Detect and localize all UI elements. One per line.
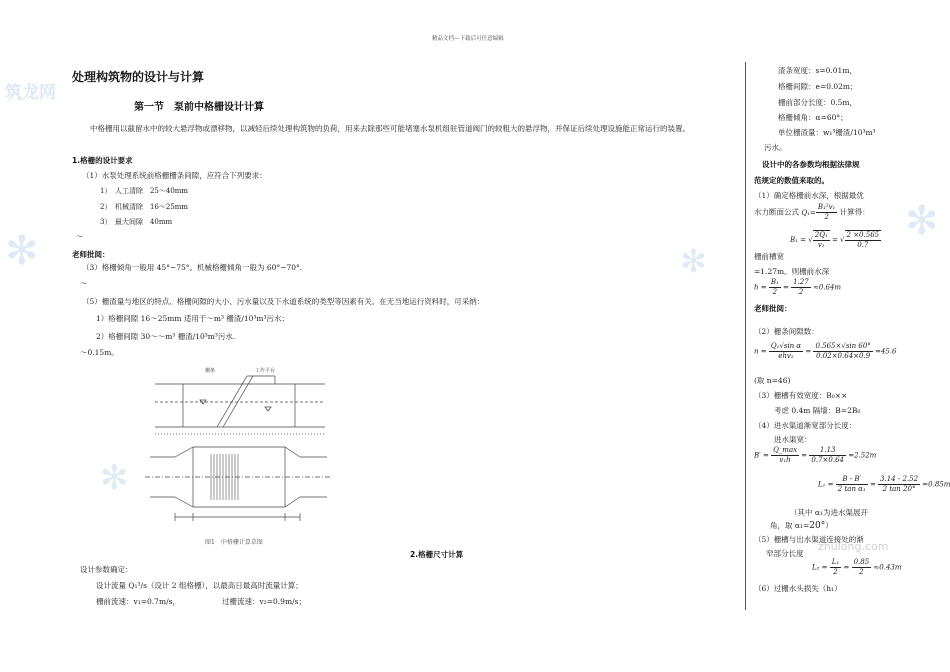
step3-text: （3）栅槽有效宽度：B₀×× <box>754 391 848 400</box>
step1-formula-label: 水力断面公式 <box>754 207 799 217</box>
formula-l1-num2: 3.14 - 2.52 <box>880 475 919 483</box>
snowflake-watermark-mid: ✻ <box>680 242 707 280</box>
fig-label-platform: 工作平台 <box>255 368 276 374</box>
formula-q1-num: B₁²v₁ <box>817 203 836 211</box>
snowflake-watermark-left: ✻ <box>5 228 39 274</box>
formula-l1-num1: B - B′ <box>836 475 868 485</box>
formula-n-den1: ehv₂ <box>778 352 794 360</box>
intro-paragraph: 中格栅用以截留水中的较大悬浮物或漂移物，以减轻后续处理构筑物的负荷，用来去除那些可能堵塞水泵机组驻管道阀门的较粗大的悬浮物，并保证后续处理设施能正常运行的装置。 <box>90 124 690 133</box>
formula-l2-num: L₁ <box>831 558 840 566</box>
req-5: （5）栅渣量与地区的特点、格栅间隙的大小、污水量以及下水道系统的类型等因素有关。在无当地运行资料时，可采纳： <box>82 297 485 306</box>
formula-l1: L₁ = $\frac{B - B'}{\text{2 tan α₁}}$ = $\frac{3.14 - 2.52}{2 \tan 20^\circ}$ =0.85m <box>818 475 950 493</box>
formula-n: n = $\frac{\text{Q₁√sin α}}{\text{ehv₂}}$ = $\frac{0.565\times√\sin 60^\circ}{0.02\times 0.64\times 0.9}$ =45.6 <box>754 342 897 360</box>
watermark-text: 筑龙网 <box>5 83 56 103</box>
header-note: 精品文档---下载后可任意编辑 <box>432 36 504 42</box>
teacher-comment-right: 老师批阅： <box>754 304 792 313</box>
formula-b1-mid-den: v₁ <box>817 241 825 249</box>
column-divider <box>745 62 746 610</box>
teacher-comment-left: 老师批阅： <box>72 250 110 259</box>
note-angle: 20° <box>809 521 826 531</box>
calc-heading: 2.格栅尺寸计算 <box>410 550 464 559</box>
gap-width: 格栅间隙：e=0.02m； <box>778 82 858 91</box>
step1-formula-line <box>754 203 870 222</box>
design-params: 设计参数确定： <box>80 565 133 574</box>
req-5b: 2）格栅间隙 30～～m³ 栅渣/10³m³污水. <box>96 332 236 341</box>
page-title: 处理构筑物的设计与计算 <box>72 70 205 84</box>
depth-label: =1.27m。则栅前水深 <box>754 267 830 276</box>
formula-bprime-num1: Q_max <box>773 446 798 454</box>
formula-h-num1: B₁ <box>770 278 779 286</box>
figure-caption: 图1 中格栅计算草图 <box>205 539 263 546</box>
norm-line-1: 设计中的各参数均根据法律规 <box>762 160 860 169</box>
tilde-1: ～ <box>76 232 84 241</box>
formula-l1-lhs: L₁ = <box>818 480 834 489</box>
formula-q1 <box>801 203 839 221</box>
formula-h-result: ≈0.64m <box>812 283 842 292</box>
formula-l1-den1: 2 tan α₁ <box>837 485 866 493</box>
snowflake-watermark-right: ✻ <box>905 198 939 244</box>
step1-calc-label: 计算得： <box>839 207 870 217</box>
formula-n-lhs: n = <box>754 347 767 356</box>
note-line-2 <box>770 520 833 531</box>
fig-label-grate: 栅条 <box>205 368 216 374</box>
req-5a: 1）格栅间隙 16～25mm 适用于～m³ 栅渣/10³m³污水； <box>96 314 290 323</box>
requirements-heading: 1.格栅的设计要求 <box>72 156 133 165</box>
sewage-unit: 污水。 <box>764 143 787 152</box>
design-flow: 设计流量 Q₁³/s（设计 2 组格栅），以最高日最高时流量计算； <box>96 581 303 590</box>
req-1c: 3） 最大间隙 40mm <box>100 218 173 226</box>
step5-text-1: （5）栅槽与出水渠道连接处的渐 <box>754 535 864 544</box>
grate-angle: 格栅倾角：α=60°； <box>778 113 848 122</box>
step1-text: （1）确定格栅前水深，根据最优 <box>754 191 864 200</box>
formula-h-num2: 1.27 <box>793 278 809 286</box>
req-1: （1）水泵处理系统前格栅栅条间隙，应符合下列要求： <box>82 171 267 180</box>
velocity-through: 过栅流速：v₂=0.9m/s； <box>222 597 306 606</box>
screening-rate: 单位栅渣量：w₁³栅渣/10³m³ <box>778 128 876 137</box>
formula-h-den2: 2 <box>798 288 804 296</box>
formula-n-den2: 0.02×0.64×0.9 <box>816 352 871 360</box>
step2-text: （2）栅条间隙数： <box>754 327 819 336</box>
note-close: ） <box>825 521 833 530</box>
formula-n-num2: 0.565×√sin 60° <box>815 342 871 350</box>
formula-l2-num2: 0.85 <box>853 558 870 566</box>
step3b-text: 考虑 0.4m 隔墙：B=2B₀ <box>774 406 861 415</box>
note-line-1: （其中 α₁为进水渠展开 <box>790 508 868 517</box>
formula-l2-result: ≈0.43m <box>873 563 902 572</box>
snowflake-watermark-bottom: ✻ <box>100 458 129 498</box>
formula-q1-lhs: Q₁= <box>801 208 816 217</box>
formula-bprime-den1: v₁h <box>779 456 791 464</box>
step6-text: （6）过栅水头损失（h₁） <box>754 584 842 593</box>
formula-bprime-lhs: B′ = <box>754 451 769 460</box>
formula-h: h = $\frac{\text{B₁}}{2}$ = $\frac{1.27}{2}$ ≈0.64m <box>754 278 842 296</box>
velocity-before: 栅前流速：v₁=0.7m/s， <box>96 597 180 606</box>
formula-l2: L₂ = $\frac{\text{L₁}}{2}$ = $\frac{0.85}{2}$ ≈0.43m <box>812 558 902 576</box>
formula-l2-lhs: L₂ = <box>812 563 828 572</box>
formula-h-lhs: h = <box>754 283 767 292</box>
formula-bprime-num2: 1.13 <box>809 446 846 456</box>
formula-n-result: =45.6 <box>875 347 897 356</box>
step5-text-2: 窄部分长度 <box>766 549 804 558</box>
formula-q1-den: 2 <box>824 213 829 221</box>
take-n: (取 n=46) <box>754 376 791 385</box>
formula-l2-den: 2 <box>833 568 838 576</box>
formula-b1-right-den: 0.7 <box>857 241 869 249</box>
formula-b1-mid-num: 2Q₁ <box>814 231 828 239</box>
grate-diagram <box>135 362 335 527</box>
formula-b1: B₁ = √ $\frac{\text{2Q₁}}{\text{v₁}}$ = √ $\frac{2 \times 0.565}{0.7}$ <box>790 231 880 249</box>
req-1b: 2） 机械清除 16～25mm <box>100 203 189 211</box>
tilde-2: ～ <box>80 279 88 288</box>
formula-l1-result: =0.85m <box>922 480 950 489</box>
req-1a: 1） 人工清除 25～40mm <box>100 187 189 195</box>
formula-h-den1: 2 <box>772 288 778 296</box>
step4-text: （4）进水渠道渐宽部分长度： <box>754 421 857 430</box>
formula-bprime-result: =2.52m <box>848 451 877 460</box>
formula-bprime-den2: 0.7×0.64 <box>811 456 844 464</box>
width-label: 栅前槽宽 <box>754 252 784 261</box>
req-5c: ～0.15m。 <box>80 348 119 357</box>
formula-b1-right-num: 2 ×0.565 <box>846 231 880 239</box>
step4b-text: 进水渠宽： <box>774 435 812 444</box>
norm-line-2: 范规定的数值来取的。 <box>754 176 829 185</box>
section-title: 第一节 泵前中格栅设计计算 <box>134 102 264 113</box>
bar-width: 渣条宽度：s=0.01m， <box>778 66 857 75</box>
formula-l1-den2: 2 tan 20° <box>882 485 916 493</box>
note-line-2-text: 角，取 α₁= <box>770 521 810 530</box>
formula-n-num1: Q₁√sin α <box>770 342 802 350</box>
req-3: （3）格栅倾角一般用 45°~75°。机械格栅倾角一般为 60°~70°. <box>82 263 303 272</box>
formula-l2-den2: 2 <box>859 568 864 576</box>
front-part-length: 栅前部分长度：0.5m， <box>778 98 858 107</box>
formula-bprime: B′ = $\frac{Q\_\max}{\text{v₁h}}$ = $\frac{1.13}{0.7\times 0.64}$ =2.52m <box>754 446 877 464</box>
formula-b1-lhs: B₁ = <box>790 236 807 244</box>
watermark-site: zhulong.com <box>818 540 889 553</box>
